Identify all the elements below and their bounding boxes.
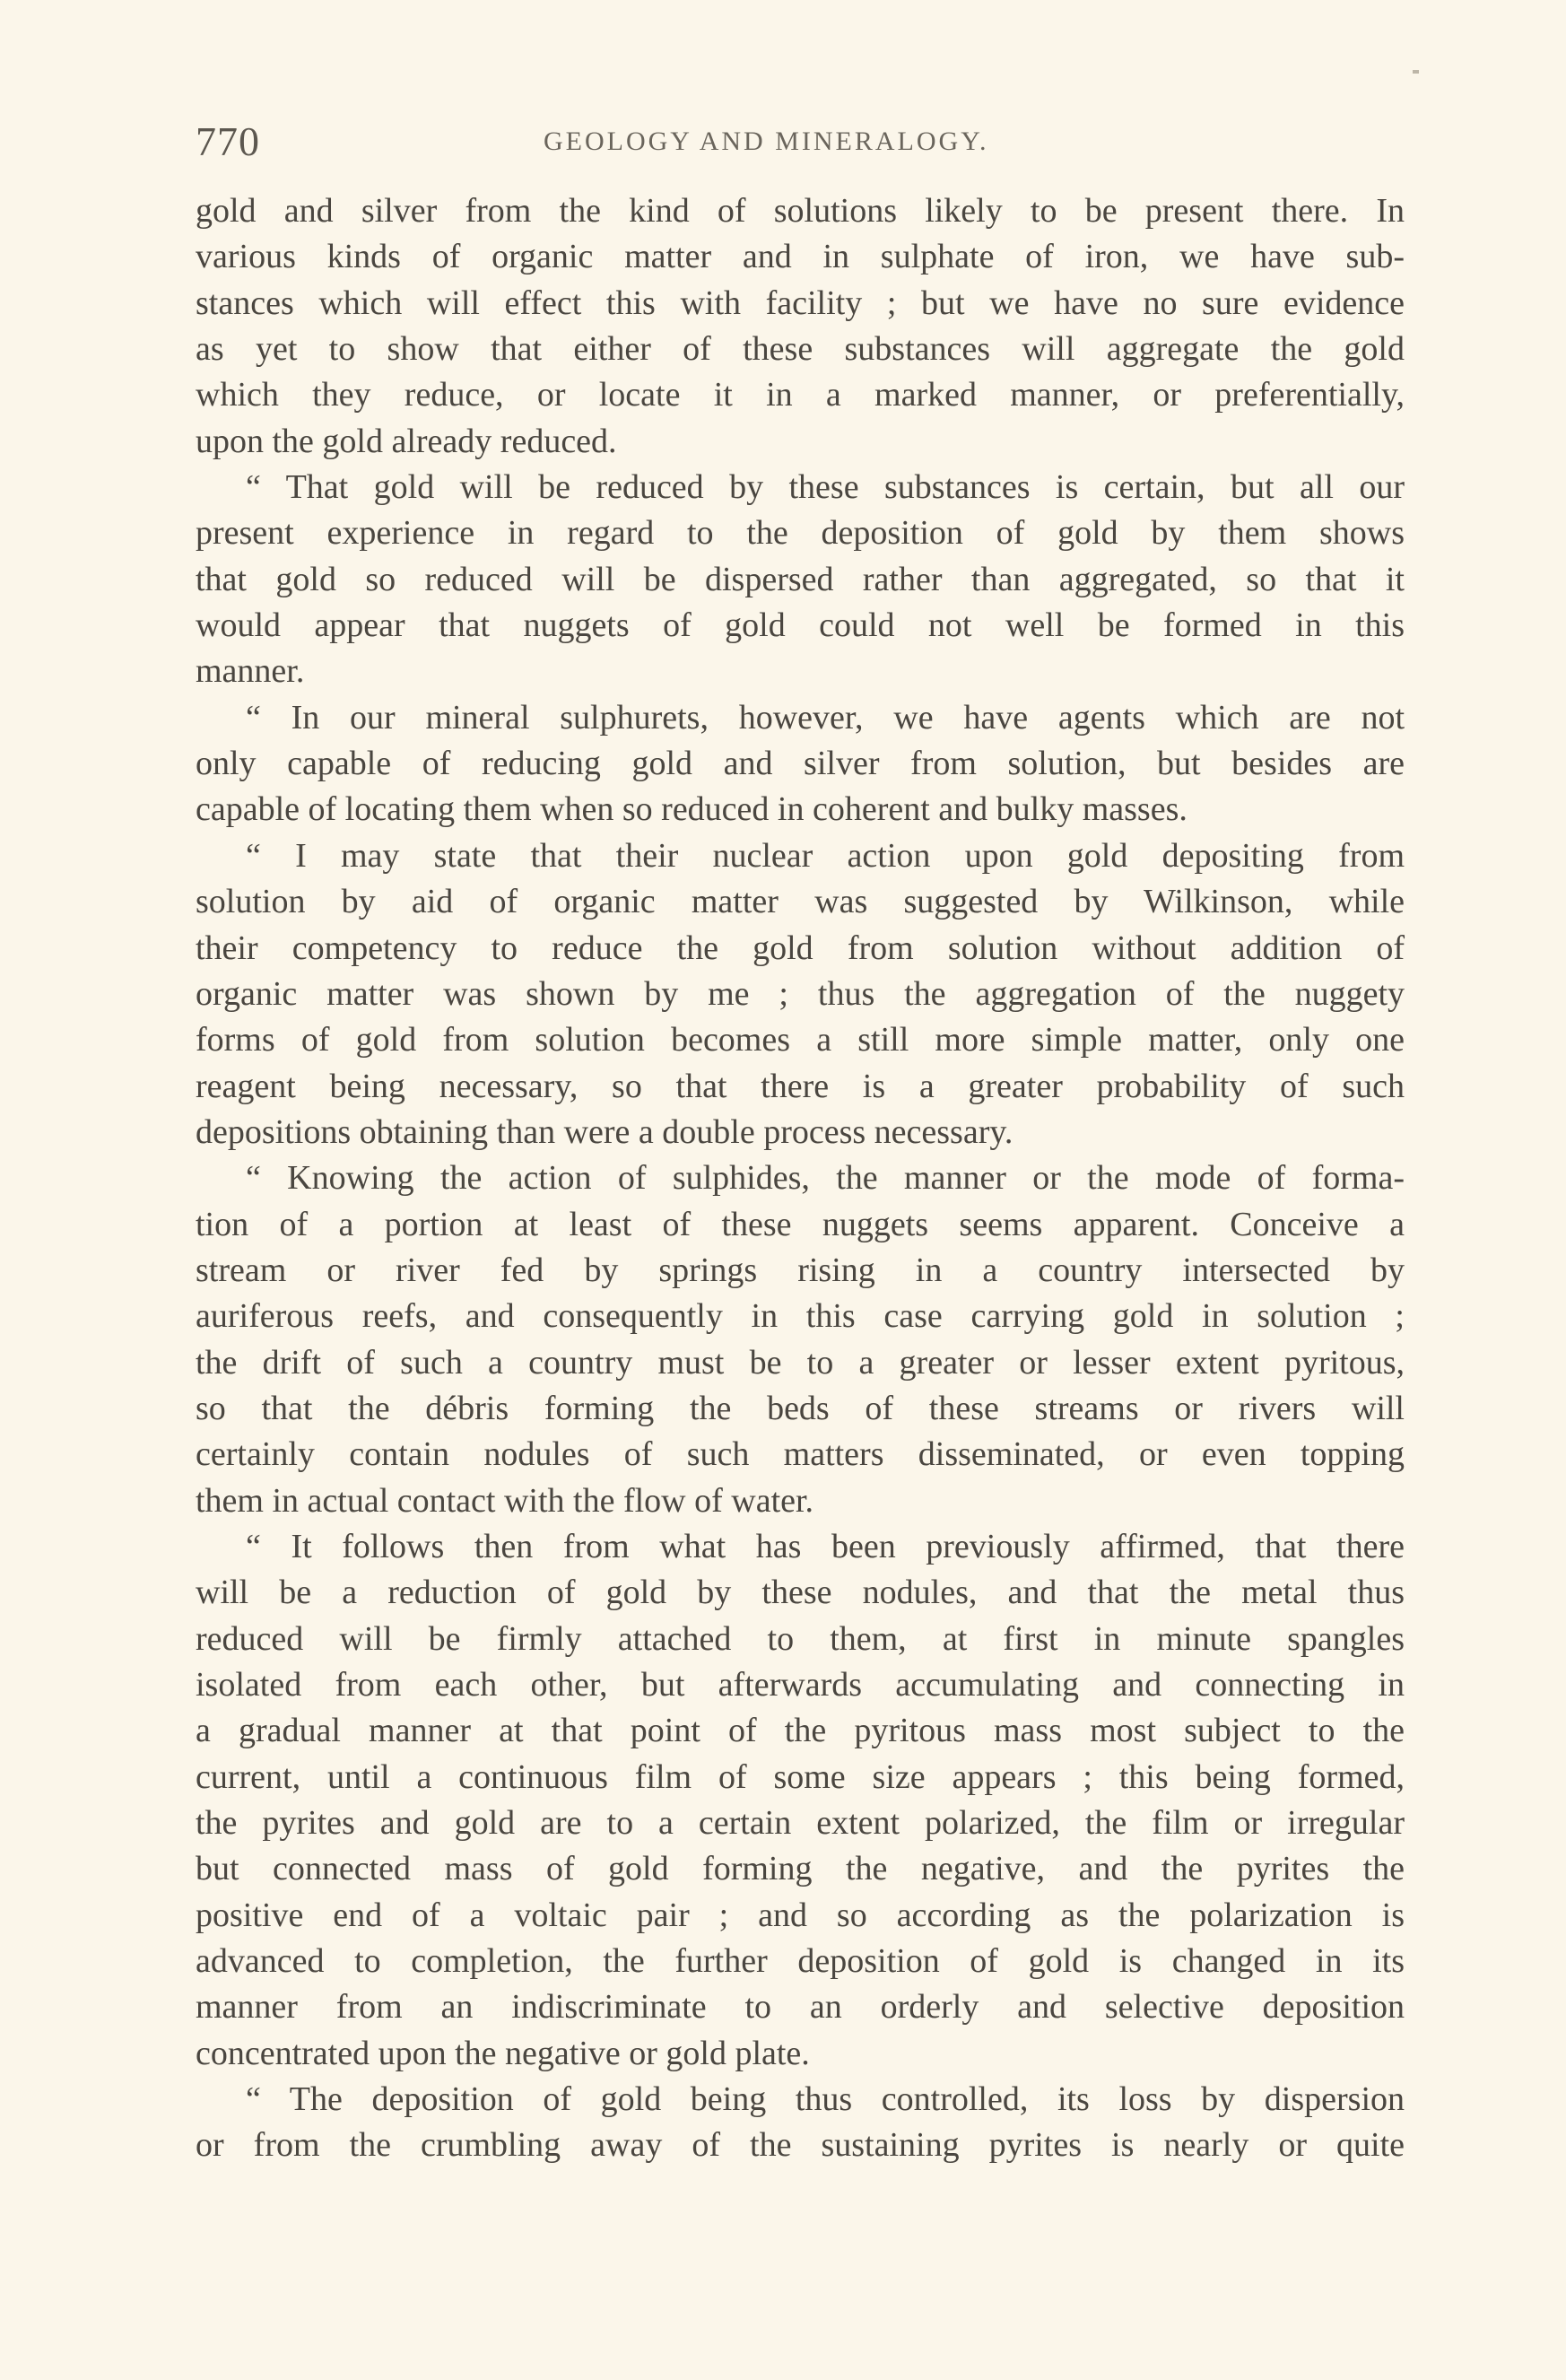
text-line: reduced will be firmly attached to them, at first in minute spangles (196, 1619, 1405, 1658)
text-line: gold and silver from the kind of solutions likely to be present there. In (196, 192, 1405, 230)
text-line: capable of locating them when so reduced in coherent and bulky masses. (196, 790, 1188, 829)
text-line: positive end of a voltaic pair ; and so according as the polarization is (196, 1896, 1405, 1934)
text-line: tion of a portion at least of these nuggets seems apparent. Conceive a (196, 1205, 1405, 1243)
text-line: “ The deposition of gold being thus controlled, its loss by dispersion (246, 2080, 1405, 2119)
text-line: a gradual manner at that point of the pyritous mass most subject to the (196, 1712, 1405, 1750)
text-line: stream or river fed by springs rising in a country intersected by (196, 1251, 1405, 1289)
text-line: advanced to completion, the further deposition of gold is changed in its (196, 1942, 1405, 1981)
text-line: but connected mass of gold forming the negative, and the pyrites the (196, 1850, 1405, 1888)
body-text (196, 188, 1405, 2169)
text-line: or from the crumbling away of the sustaining pyrites is nearly or quite (196, 2126, 1405, 2165)
text-line: so that the débris forming the beds of these streams or rivers will (196, 1389, 1405, 1427)
text-line: “ It follows then from what has been previously affirmed, that there (246, 1527, 1405, 1565)
text-line: upon the gold already reduced. (196, 422, 617, 460)
text-line: isolated from each other, but afterwards accumulating and connecting in (196, 1666, 1405, 1704)
text-line: that gold so reduced will be dispersed rather than aggregated, so that it (196, 560, 1405, 598)
text-line: forms of gold from solution becomes a still more simple matter, only one (196, 1021, 1405, 1059)
text-line: as yet to show that either of these substances will aggregate the gold (196, 330, 1405, 369)
text-line: “ I may state that their nuclear action upon gold depositing from (246, 836, 1405, 875)
text-line: the drift of such a country must be to a greater or lesser extent pyritous, (196, 1343, 1405, 1382)
text-line: which they reduce, or locate it in a marked manner, or preferentially, (196, 376, 1405, 414)
text-line: “ That gold will be reduced by these substances is certain, but all our (246, 468, 1405, 507)
text-line: current, until a continuous film of some size appears ; this being formed, (196, 1757, 1405, 1796)
page-number: 770 (196, 118, 260, 164)
text-line: certainly contain nodules of such matters disseminated, or even topping (196, 1435, 1405, 1474)
text-line: concentrated upon the negative or gold plate. (196, 2034, 810, 2072)
printer-mark (1413, 70, 1419, 74)
text-line: their competency to reduce the gold from solution without addition of (196, 928, 1405, 967)
text-line: manner. (196, 652, 305, 691)
text-line: various kinds of organic matter and in sulphate of iron, we have sub- (196, 238, 1405, 276)
page-header (196, 115, 1406, 169)
running-title: GEOLOGY AND MINERALOGY. (544, 126, 989, 156)
text-line: only capable of reducing gold and silver from solution, but besides are (196, 745, 1405, 783)
text-line: would appear that nuggets of gold could not well be formed in this (196, 606, 1405, 645)
text-line: stances which will effect this with facility ; but we have no sure evidence (196, 283, 1405, 322)
text-line: the pyrites and gold are to a certain extent polarized, the film or irregular (196, 1804, 1405, 1843)
text-line: will be a reduction of gold by these nodules, and that the metal thus (196, 1574, 1405, 1612)
text-line: manner from an indiscriminate to an orderly and selective deposition (196, 1988, 1405, 2027)
text-line: reagent being necessary, so that there is a greater probability of such (196, 1067, 1405, 1105)
text-line: depositions obtaining than were a double process necessary. (196, 1112, 1014, 1151)
text-line: auriferous reefs, and consequently in this case carrying gold in solution ; (196, 1297, 1405, 1336)
text-line: them in actual contact with the flow of water. (196, 1481, 814, 1520)
text-line: “ In our mineral sulphurets, however, we have agents which are not (246, 698, 1405, 737)
text-line: solution by aid of organic matter was suggested by Wilkinson, while (196, 883, 1405, 921)
text-line: “ Knowing the action of sulphides, the manner or the mode of forma- (246, 1159, 1405, 1198)
text-line: present experience in regard to the deposition of gold by them shows (196, 514, 1405, 553)
text-line: organic matter was shown by me ; thus the aggregation of the nuggety (196, 974, 1405, 1013)
